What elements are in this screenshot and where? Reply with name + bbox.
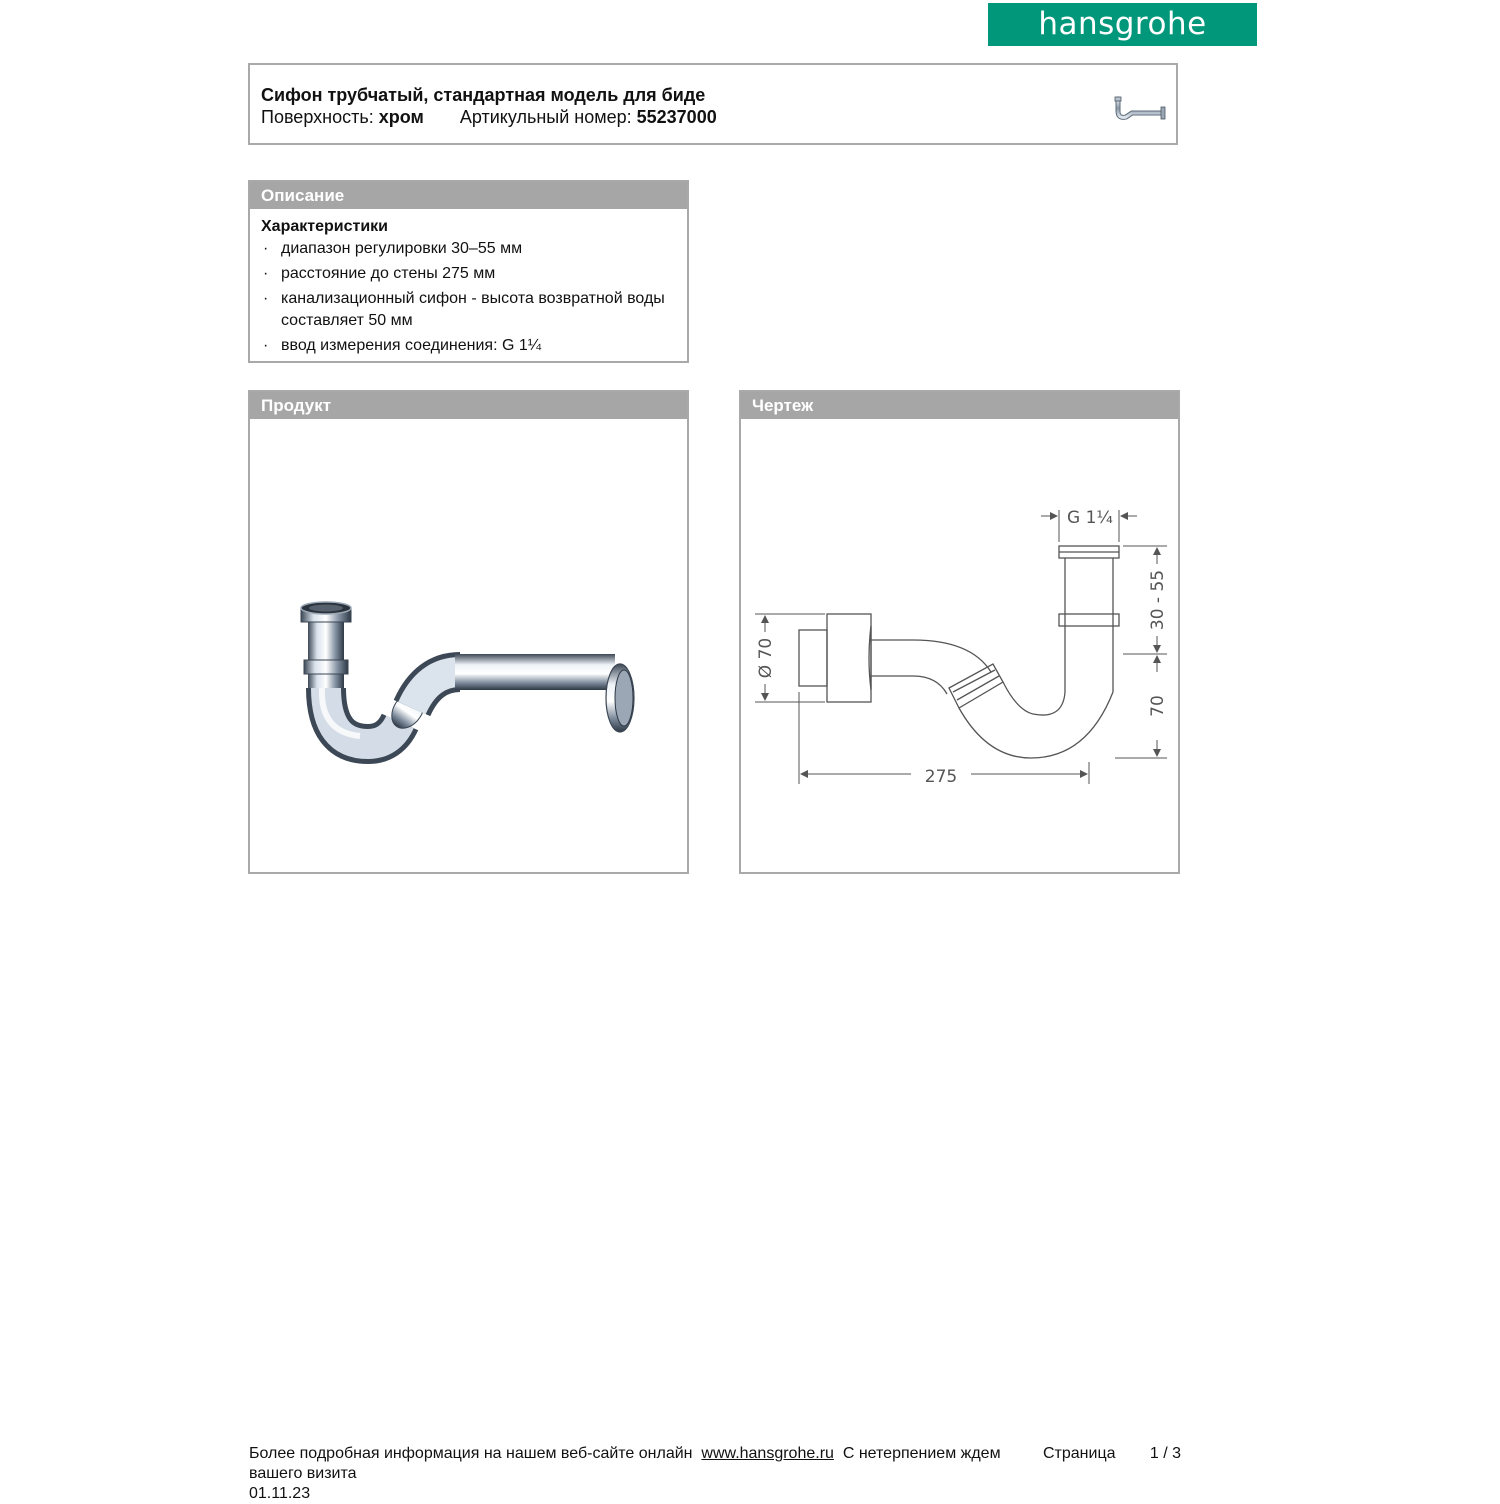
dim-height-label: 70: [1148, 695, 1168, 717]
page-label: Страница: [1043, 1445, 1116, 1462]
footer-text: Более подробная информация на нашем веб-сайте онлайн: [249, 1445, 693, 1462]
dim-diameter-label: Ø 70: [756, 637, 776, 679]
product-title: Сифон трубчатый, стандартная модель для биде: [261, 85, 706, 105]
siphon-product-image: [250, 392, 687, 872]
siphon-thumbnail-icon: [1112, 95, 1168, 123]
footer-text-after: С нетерпением ждем: [842, 1445, 1001, 1462]
product-header: [248, 63, 1178, 145]
footer-date: 01.11.23: [249, 1485, 311, 1502]
dim-length-label: 275: [924, 767, 958, 787]
hansgrohe-logo: hansgrohe: [988, 3, 1257, 46]
drawing-heading: Чертеж: [741, 392, 1178, 419]
list-item: · расстояние до стены 275 мм: [263, 265, 496, 282]
technical-drawing: [741, 392, 1178, 872]
page-number: 1 / 3: [1149, 1445, 1181, 1462]
list-item: · ввод измерения соединения: G 1¼: [263, 337, 542, 354]
article-label: Артикульный номер:: [459, 107, 632, 127]
dim-thread-label: G 1¼: [1067, 508, 1113, 528]
surface-label: Поверхность:: [261, 107, 374, 127]
footer: [249, 1444, 1181, 1504]
website-link[interactable]: www.hansgrohe.ru: [701, 1445, 834, 1462]
dim-adjust-label: 30 - 55: [1148, 569, 1168, 631]
list-item: · канализационный сифон - высота возвратной воды составляет 50 мм: [263, 290, 665, 329]
characteristics-list: [250, 238, 680, 360]
surface-value: хром: [378, 107, 424, 127]
description-heading: Описание: [250, 182, 687, 209]
product-meta: [261, 107, 717, 128]
article-value: 55237000: [636, 107, 717, 127]
list-item: · диапазон регулировки 30–55 мм: [263, 240, 523, 257]
product-heading: Продукт: [250, 392, 687, 419]
description-panel: [248, 180, 689, 363]
product-panel: [248, 390, 689, 874]
drawing-panel: [739, 390, 1180, 874]
characteristics-heading: Характеристики: [261, 218, 389, 235]
footer-text-line2: вашего визита: [249, 1465, 357, 1482]
